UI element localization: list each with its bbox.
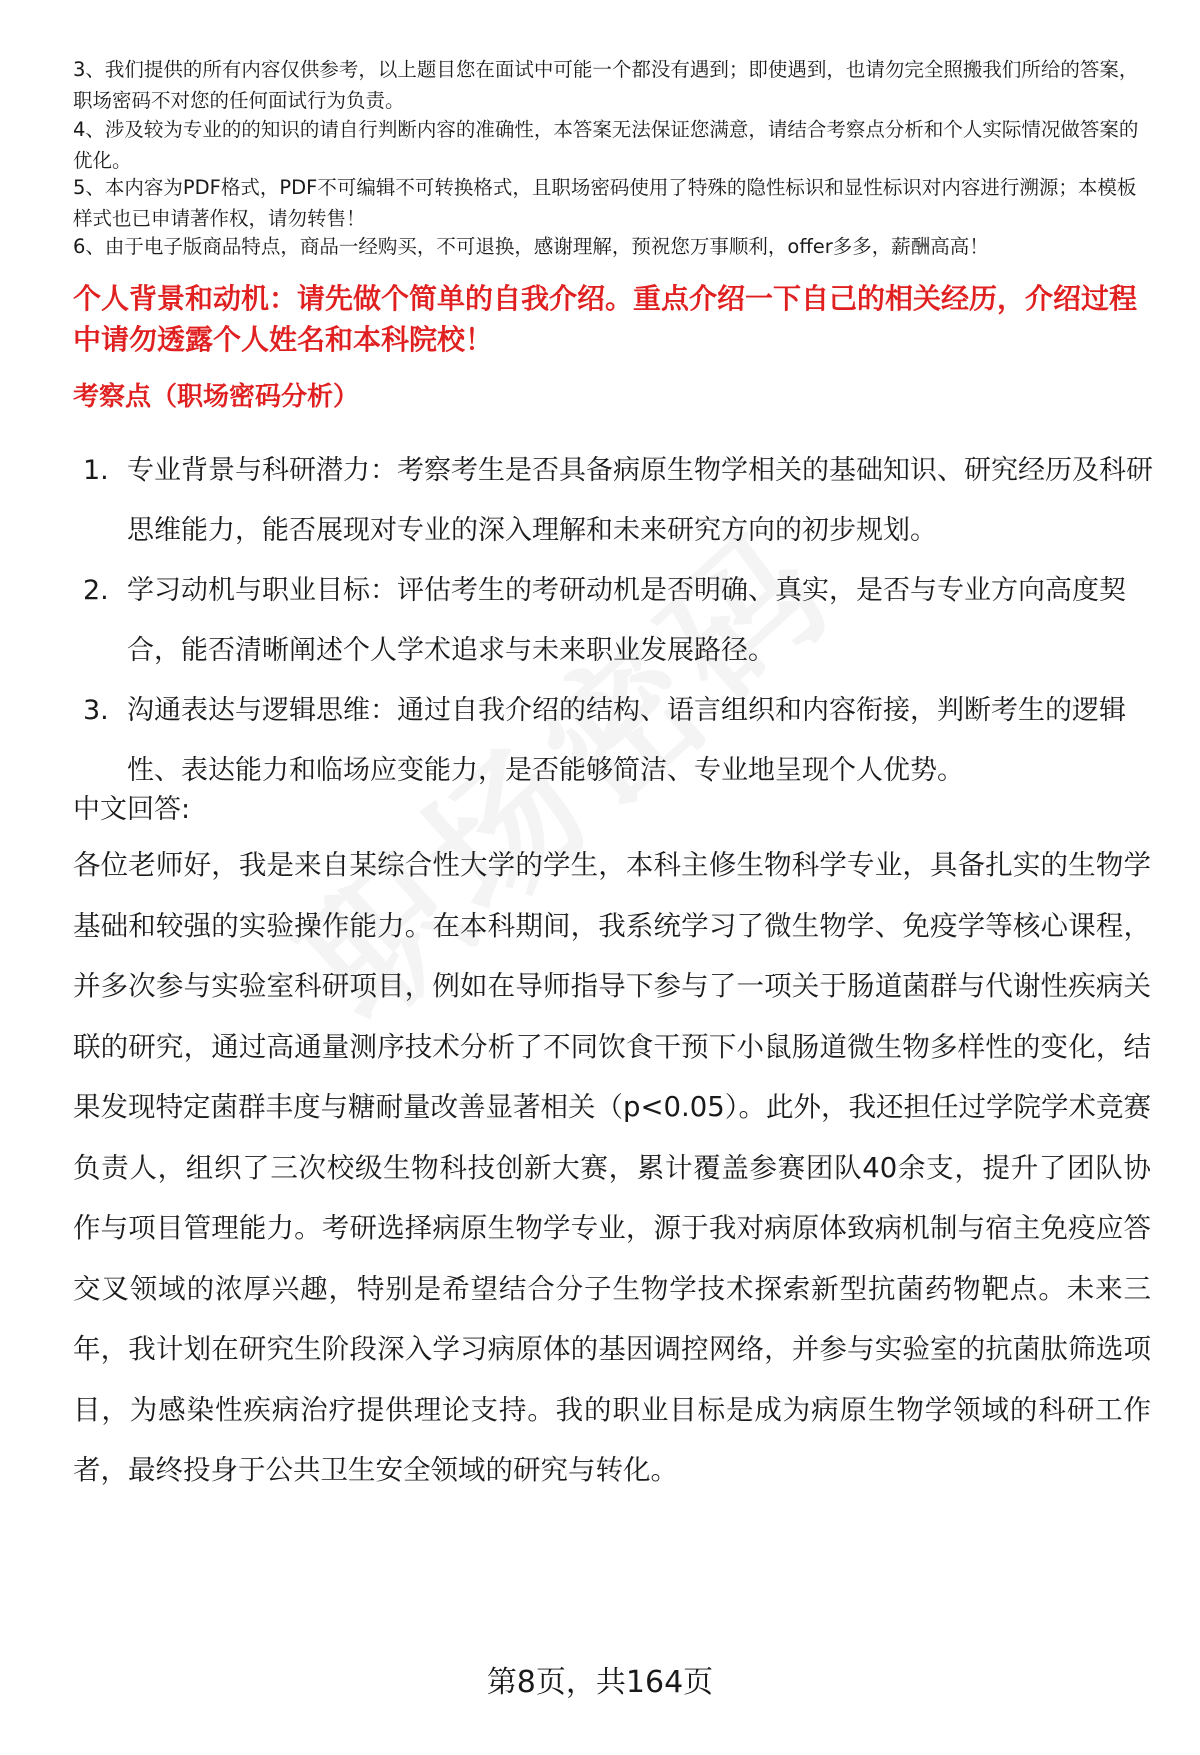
analysis-heading: 考察点（职场密码分析） <box>73 382 360 412</box>
list-item <box>73 441 1153 561</box>
notice-5: 5、本内容为PDF格式，PDF不可编辑不可转换格式，且职场密码使用了特殊的隐性标识和显性标识对内容进行溯源；本模板样式也已申请著作权，请勿转售！ <box>73 176 1137 230</box>
notice-3: 3、我们提供的所有内容仅供参考，以上题目您在面试中可能一个都没有遇到；即使遇到，也请勿完全照搬我们所给的答案，职场密码不对您的任何面试行为负责。 <box>73 58 1139 112</box>
question-title: 个人背景和动机：请先做个简单的自我介绍。重点介绍一下自己的相关经历，介绍过程中请勿透露个人姓名和本科院校！ <box>73 282 1138 356</box>
notice-4: 4、涉及较为专业的的知识的请自行判断内容的准确性，本答案无法保证您满意，请结合考察点分析和个人实际情况做答案的优化。 <box>73 118 1139 172</box>
notice-6: 6、由于电子版商品特点，商品一经购买，不可退换，感谢理解，预祝您万事顺利，offer多多，薪酬高高！ <box>73 235 989 258</box>
list-item <box>73 561 1153 681</box>
answer-body: 各位老师好，我是来自某综合性大学的学生，本科主修生物科学专业，具备扎实的生物学基础和较强的实验操作能力。在本科期间，我系统学习了微生物学、免疫学等核心课程，并多次参与实验室科研项目，例如在导师指导下参与了一项关于肠道菌群与代谢性疾病关联的研究，通过高通量测序技术分析了不同饮食干预下小鼠肠道微生物多样性的变化，结果发现特定菌群丰度与糖耐量改善显著相关（p<0.05）。此外，我还担任过学院学术竞赛负责人，组织了三次校级生物科技创新大赛，累计覆盖参赛团队40余支，提升了团队协作与项目管理能力。考研选择病原生物学专业，源于我对病原体致病机制与宿主免疫应答交叉领域的浓厚兴趣，特别是希望结合分子生物学技术探索新型抗菌药物靶点。未来三年，我计划在研究生阶段深入学习病原体的基因调控网络，并参与实验室的抗菌肽筛选项目，为感染性疾病治疗提供理论支持。我的职业目标是成为病原生物学领域的科研工作者，最终投身于公共卫生安全领域的研究与转化。 <box>73 849 1151 1486</box>
list-item <box>73 681 1153 801</box>
list-text: 学习动机与职业目标：评估考生的考研动机是否明确、真实，是否与专业方向高度契合，能否清晰阐述个人学术追求与未来职业发展路径。 <box>127 575 1126 666</box>
answer-label: 中文回答: <box>73 794 191 825</box>
analysis-points <box>73 441 1153 801</box>
list-number: 2. <box>83 575 109 606</box>
list-text: 专业背景与科研潜力：考察考生是否具备病原生物学相关的基础知识、研究经历及科研思维能力，能否展现对专业的深入理解和未来研究方向的初步规划。 <box>127 455 1153 546</box>
list-number: 3. <box>83 695 109 726</box>
page-number: 第8页，共164页 <box>486 1665 714 1700</box>
list-number: 1. <box>83 455 109 486</box>
list-text: 沟通表达与逻辑思维：通过自我介绍的结构、语言组织和内容衔接，判断考生的逻辑性、表达能力和临场应变能力，是否能够简洁、专业地呈现个人优势。 <box>127 695 1126 786</box>
